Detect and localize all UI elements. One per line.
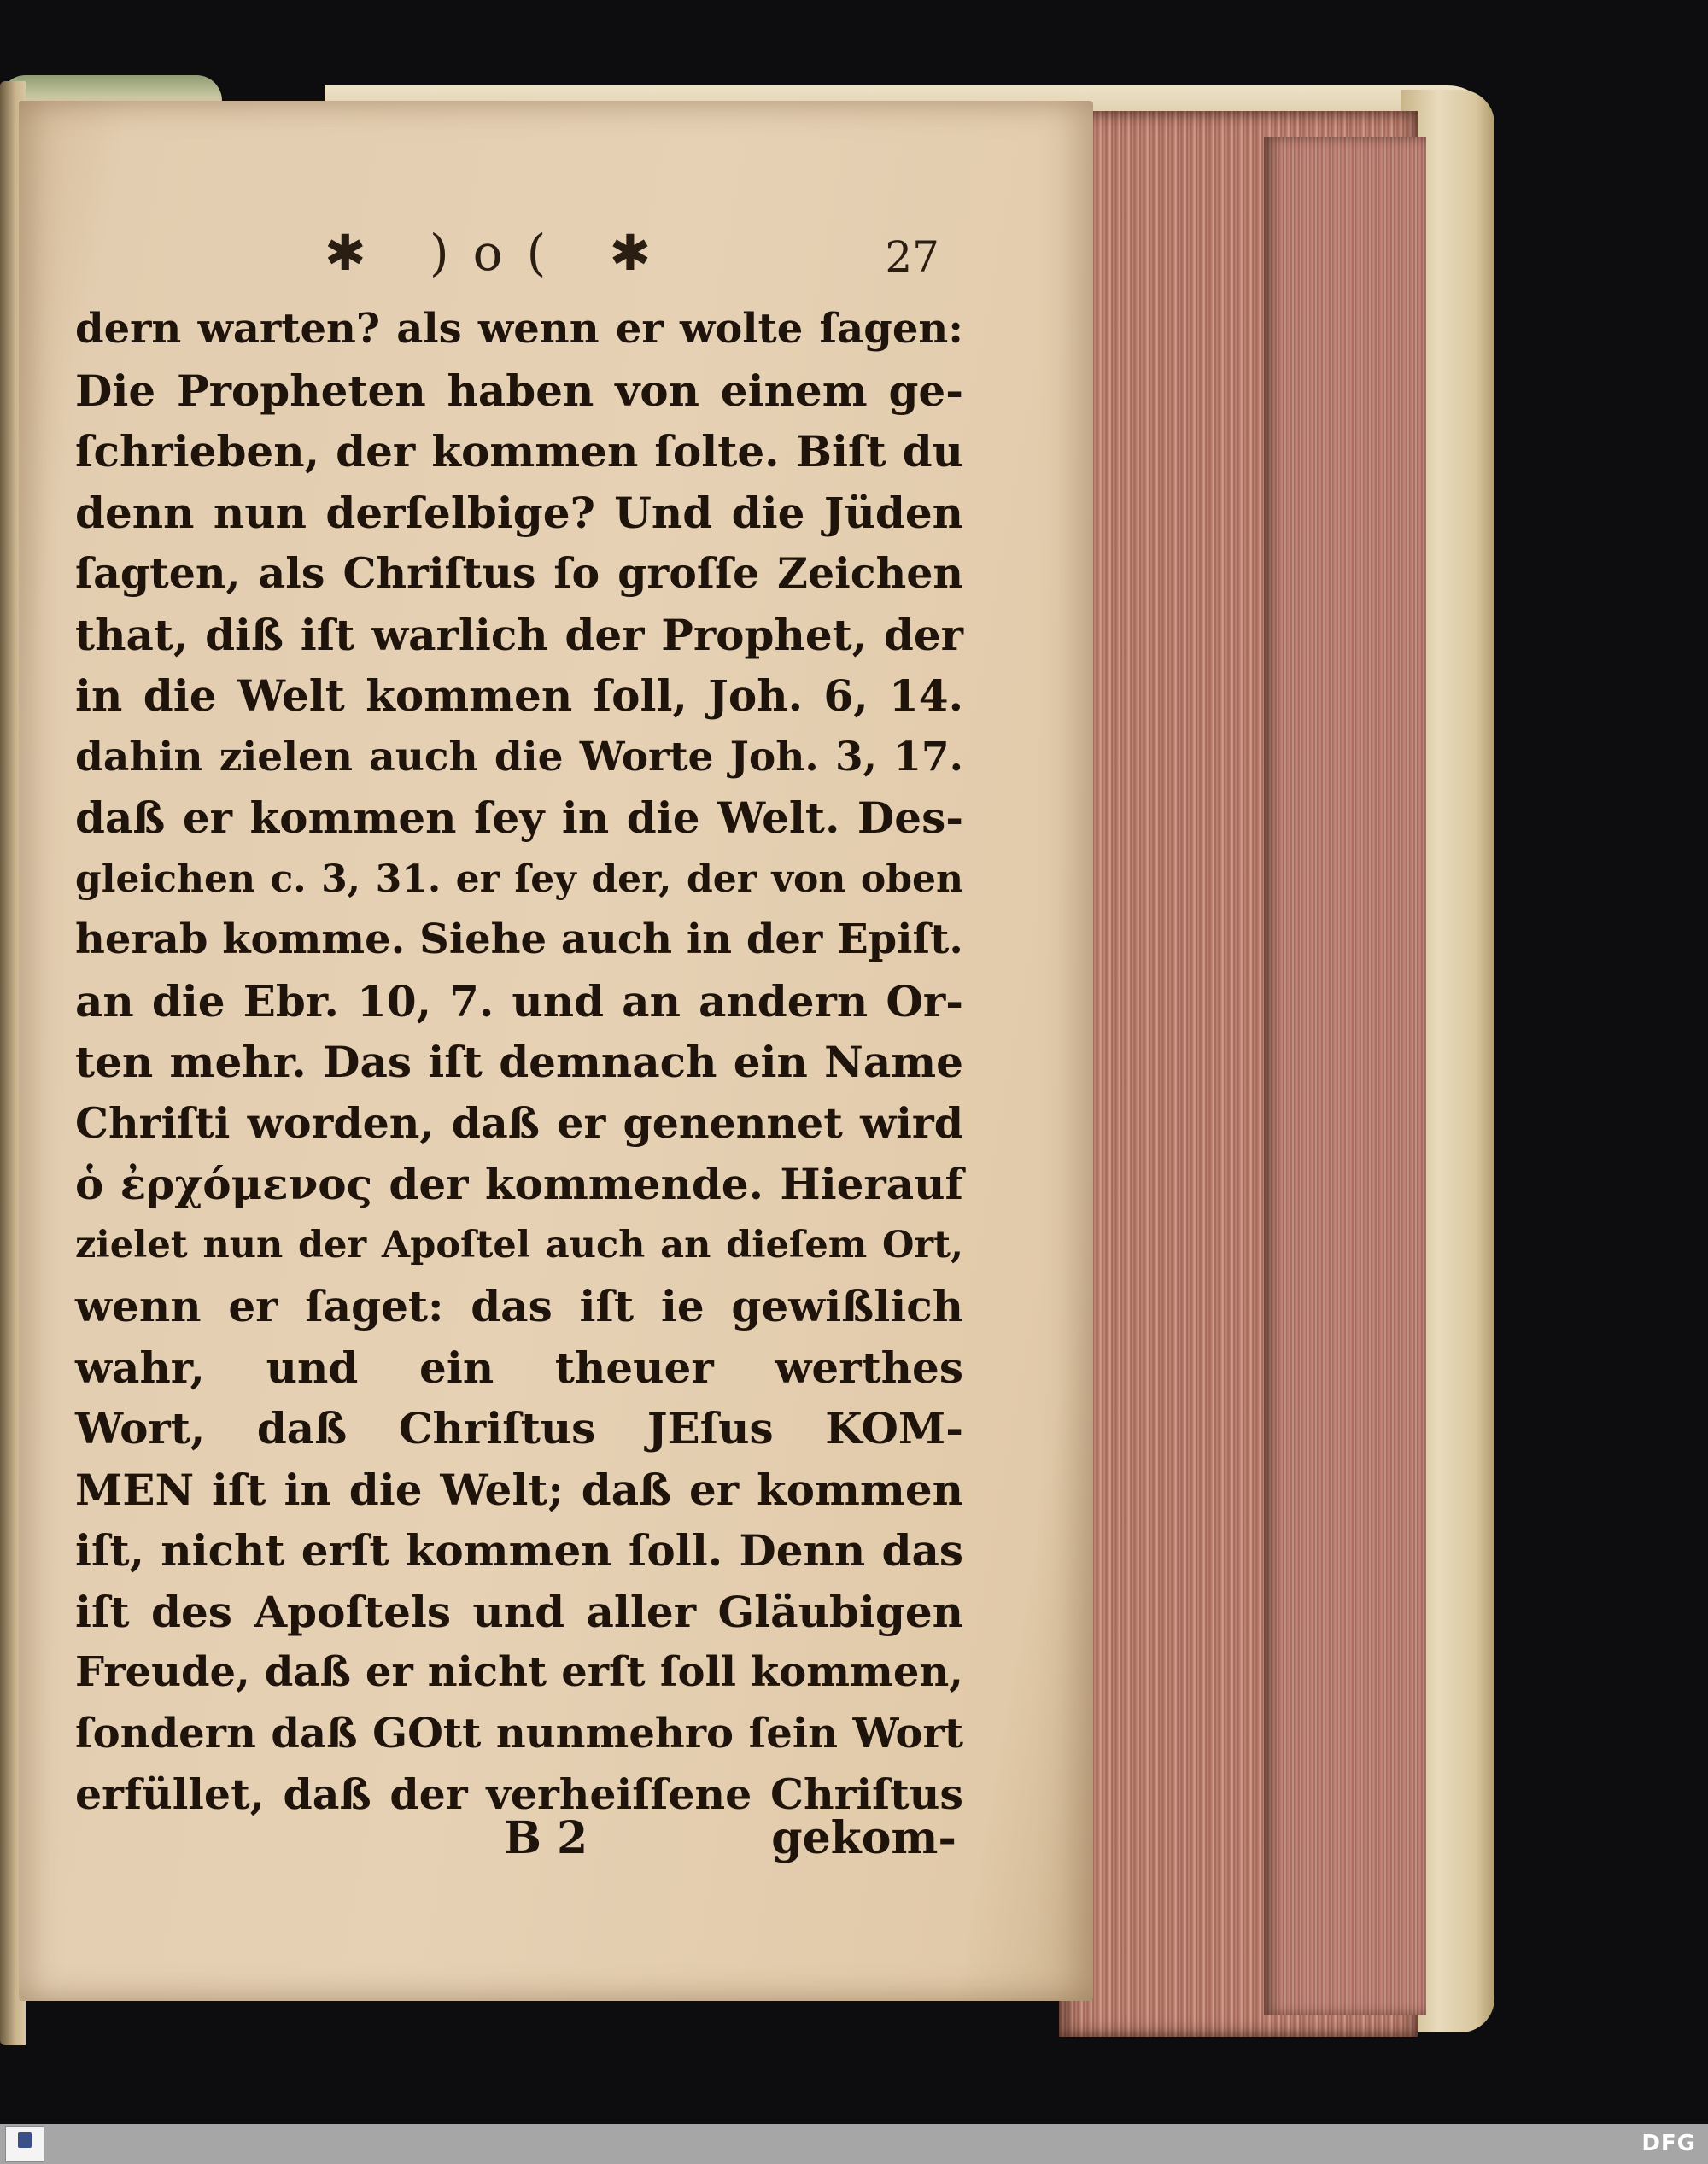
text-line: MEN iſt in die Welt; daß er kommen: [75, 1464, 963, 1515]
text-line: ſondern daß GOtt nunmehro ſein Wort: [75, 1709, 963, 1758]
text-line: wahr, und ein theuer werthes: [75, 1342, 963, 1393]
text-line: iſt, nicht erſt kommen ſoll. Denn das: [75, 1525, 963, 1576]
text-line: Freude, daß er nicht erſt ſoll kommen,: [75, 1648, 963, 1696]
signature-mark: B 2: [504, 1812, 588, 1864]
text-line: gleichen c. 3, 31. er ſey der, der von oben: [75, 857, 963, 901]
text-line: dahin zielen auch die Worte Joh. 3, 17.: [75, 733, 963, 781]
text-line: zielet nun der Apoſtel auch an dieſem Ort,: [75, 1223, 963, 1266]
text-line: ſchrieben, der kommen ſolte. Biſt du: [75, 426, 963, 477]
page-fore-edge-inner: [1264, 137, 1426, 2015]
text-line: wenn er ſaget: das iſt ie gewißlich: [75, 1281, 963, 1331]
text-line: ten mehr. Das iſt demnach ein Name: [75, 1037, 963, 1087]
catchword: gekom-: [771, 1812, 956, 1864]
text-line: in die Welt kommen ſoll, Joh. 6, 14.: [75, 670, 963, 721]
text-line: iſt des Apoſtels und aller Gläubigen: [75, 1586, 963, 1637]
text-line: herab komme. Siehe auch in der Epiſt.: [75, 915, 963, 963]
text-line: ὁ ἐρχόμενος der kommende. Hierauf: [75, 1159, 963, 1209]
body-text: [75, 299, 963, 1826]
header-ornament: ✱ )o( ✱: [325, 224, 676, 282]
running-header: [325, 224, 939, 284]
text-line: dern warten? als wenn er wolte ſagen:: [75, 305, 963, 353]
viewer-footer-bar: [0, 2124, 1708, 2164]
text-line: daß er kommen ſey in die Welt. Des-: [75, 792, 963, 843]
text-line: ſagten, als Chriſtus ſo groſſe Zeichen: [75, 548, 963, 598]
text-line: Wort, daß Chriſtus JEſus KOM-: [75, 1403, 963, 1453]
dfg-logo: DFG: [1641, 2131, 1696, 2156]
text-line: Die Propheten haben von einem ge-: [75, 365, 963, 416]
page-footer: [504, 1812, 956, 1872]
page-number: 27: [885, 232, 939, 282]
text-line: erfüllet, daß der verheiſſene Chriſtus: [75, 1769, 963, 1819]
text-line: denn nun derſelbige? Und die Jüden: [75, 487, 963, 538]
text-line: an die Ebr. 10, 7. und an andern Or-: [75, 975, 963, 1026]
text-line: that, diß iſt warlich der Prophet, der: [75, 609, 963, 660]
library-logo-icon: [5, 2126, 44, 2162]
text-line: Chriſti worden, daß er genennet wird: [75, 1097, 963, 1148]
